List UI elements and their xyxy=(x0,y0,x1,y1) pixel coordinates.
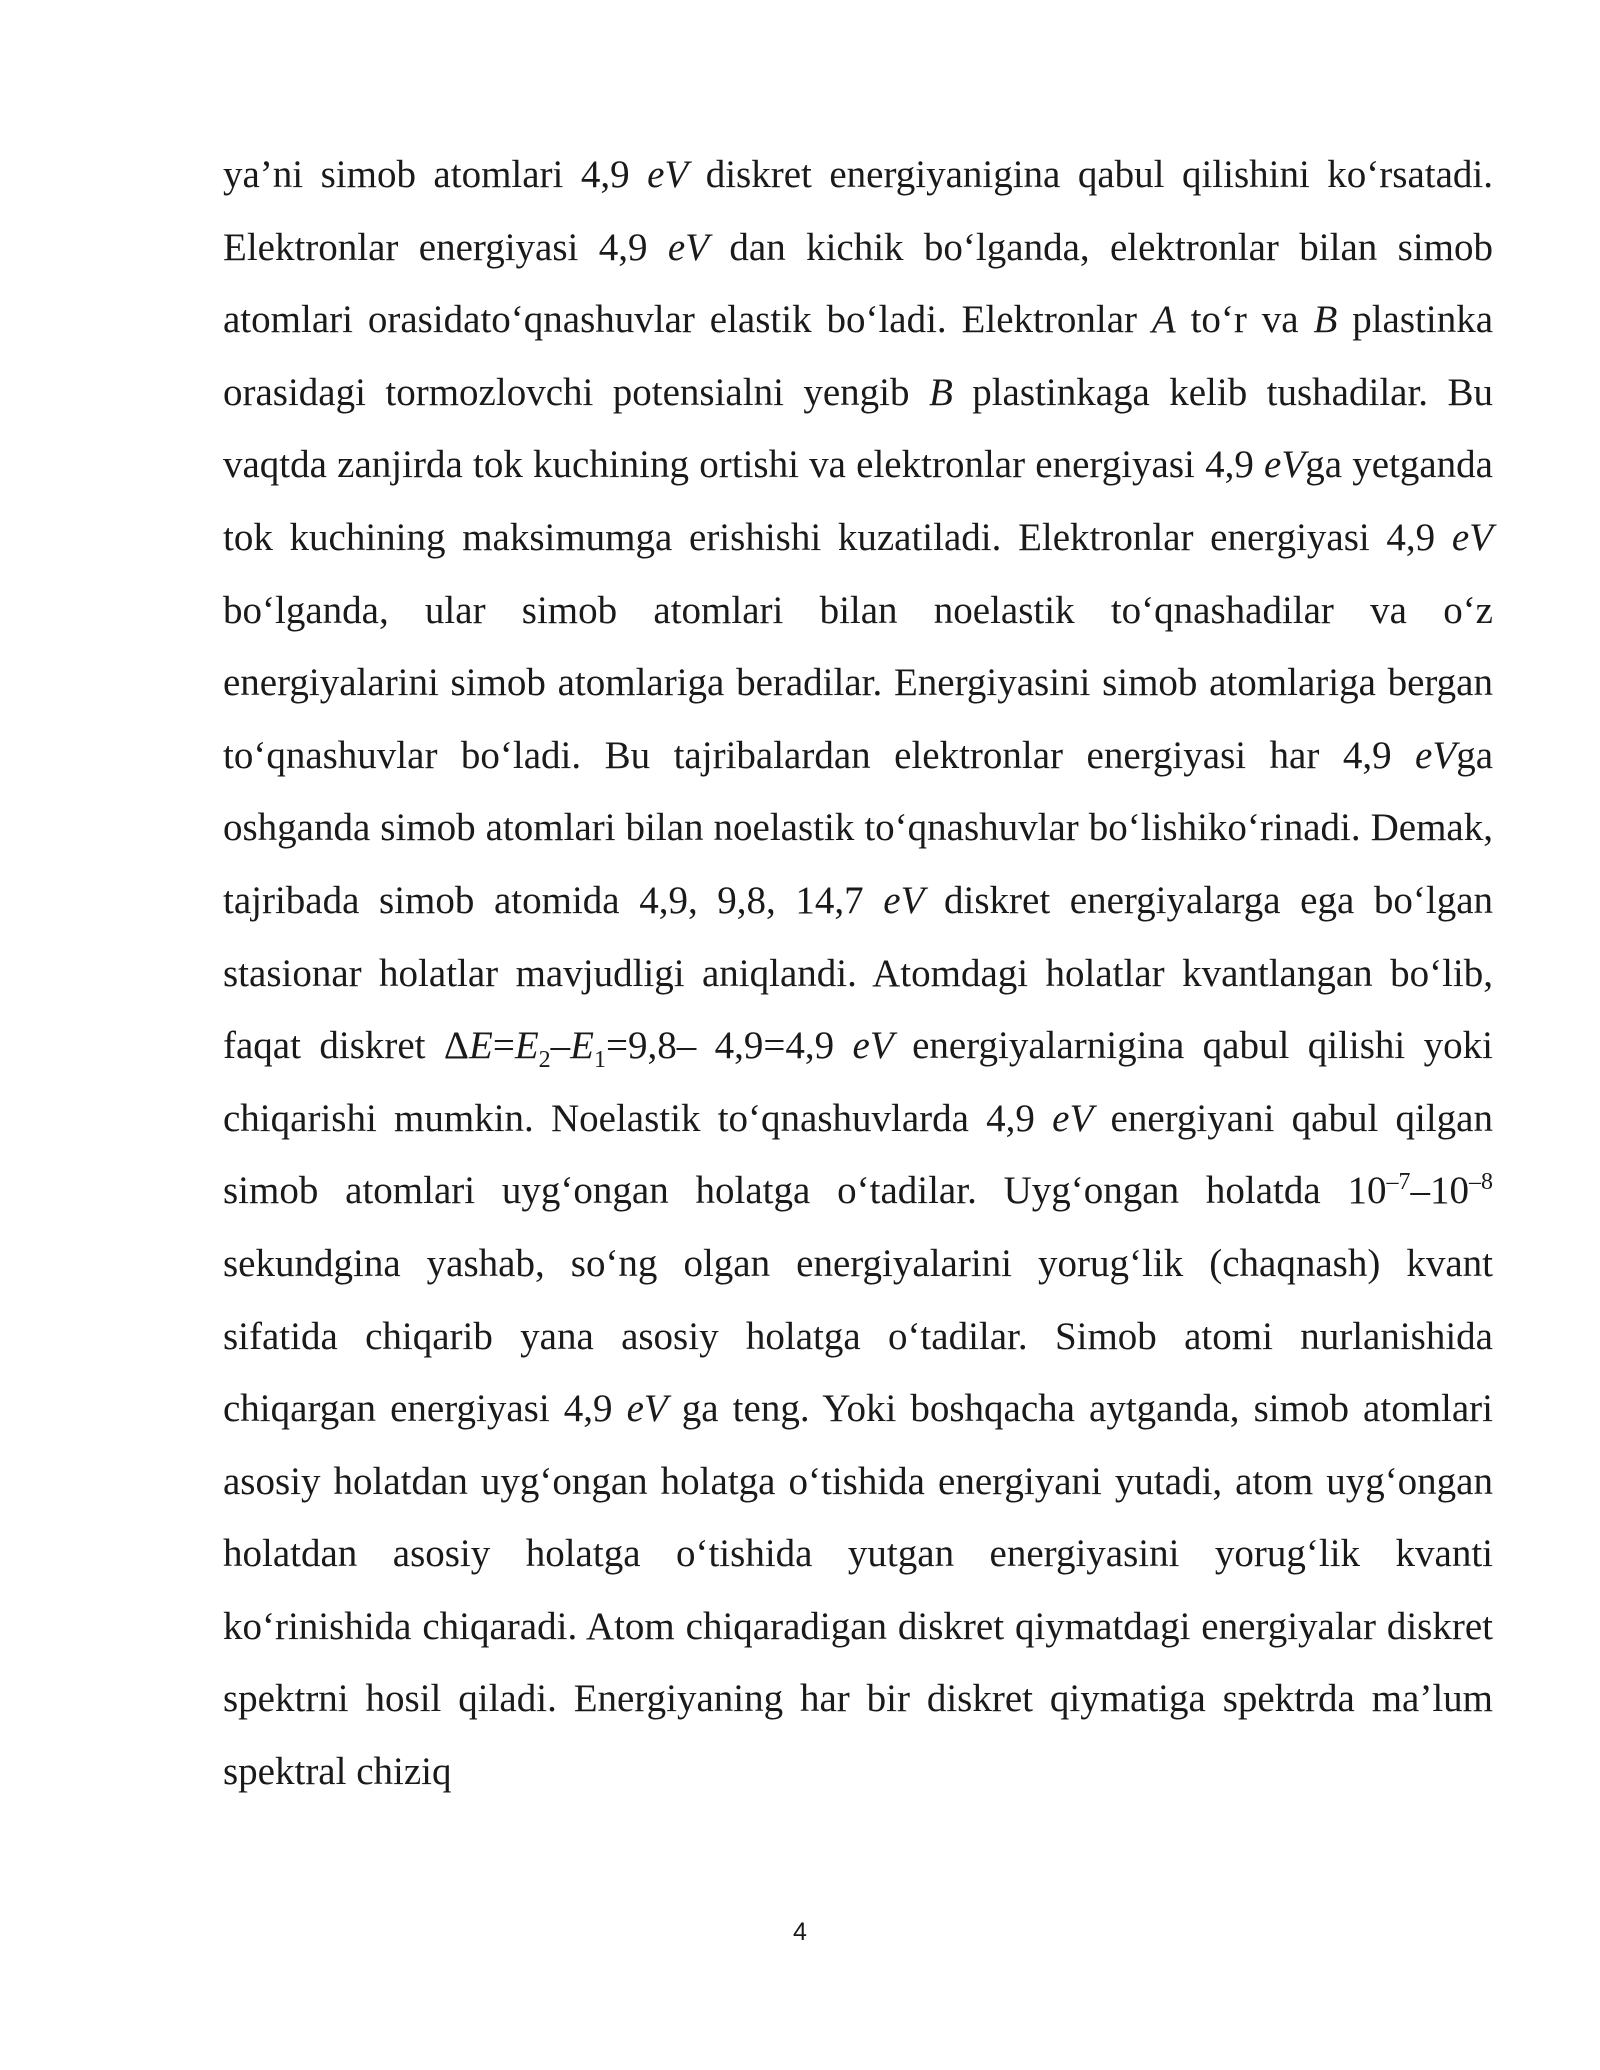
text-run: energiyalarnigina qabul qilishi yoki chiqarishi mumkin. Noelastik to‘qnashuvlarda 4,9 xyxy=(223,1024,1493,1140)
unit-ev: eV xyxy=(626,1387,668,1431)
text-run: –10 xyxy=(1410,1169,1469,1213)
variable-b: B xyxy=(928,370,953,414)
subscript: 1 xyxy=(593,1046,606,1073)
text-run: =9,8– 4,9=4,9 xyxy=(605,1024,853,1068)
unit-ev: eV xyxy=(1052,1096,1094,1140)
text-run: diskret energiyalarga ega bo‘lgan stasionar holatlar mavjudligi aniqlandi. Atomdagi holatlar kvantlangan bo‘lib, faqat diskret Δ xyxy=(223,878,1493,1068)
text-run: energiyani qabul qilgan simob atomlari uyg‘ongan holatga o‘tadilar. Uyg‘ongan holatda 10 xyxy=(223,1096,1493,1213)
text-run: to‘r va xyxy=(1175,298,1314,342)
text-run: sekundgina yashab, so‘ng olgan energiyalarini yorug‘lik (chaqnash) kvant sifatida chiqarib yana asosiy holatga o‘tadilar. Simob atomi nurlanishida chiqargan energiyasi 4,9 xyxy=(223,1241,1493,1431)
unit-ev: eV xyxy=(1264,443,1306,487)
text-run: bo‘lganda, ular simob atomlari bilan noelastik to‘qnashadilar va o‘z energiyalarini simob atomlariga beradilar. Energiyasini simob atomlariga bergan to‘qnashuvlar bo‘ladi. Bu tajribalardan elektronlar energiyasi har 4,9 xyxy=(223,588,1493,777)
variable-e: E xyxy=(514,1024,539,1068)
unit-ev: eV xyxy=(667,225,710,269)
unit-ev: eV xyxy=(647,153,689,196)
variable-e: E xyxy=(570,1024,594,1068)
unit-ev: eV xyxy=(1451,515,1493,559)
superscript: –7 xyxy=(1386,1169,1411,1196)
text-run: ga teng. Yoki boshqacha aytganda, simob atomlari asosiy holatdan uyg‘ongan holatga o‘tishida energiyani yutadi, atom uyg‘ongan holatdan asosiy holatga o‘tishida yutgan energiyasini yorug‘lik kvanti ko‘rinishida chiqaradi. Atom chiqaradigan diskret qiymatdagi energiyalar diskret spektrni hosil qiladi. Energiyaning har bir diskret qiymatiga spektrda ma’lum spektral chiziq xyxy=(223,1387,1493,1794)
text-run: ga oshganda simob atomlari bilan noelastik to‘qnashuvlar bo‘lishiko‘rinadi. Demak, tajribada simob atomida 4,9, 9,8, 14,7 xyxy=(223,733,1493,922)
text-run: ya’ni simob atomlari 4,9 xyxy=(223,153,648,196)
text-run: plastinka orasidagi tormozlovchi potensialni yengib xyxy=(223,298,1493,414)
text-run: = xyxy=(492,1024,515,1068)
variable-e: E xyxy=(469,1024,493,1068)
variable-a: A xyxy=(1151,298,1176,342)
unit-ev: eV xyxy=(852,1024,894,1068)
text-run: dan kichik bo‘lganda, elektronlar bilan simob atomlari orasidato‘qnashuvlar elastik bo‘ladi. Elektronlar xyxy=(223,225,1493,342)
unit-ev: eV xyxy=(1415,733,1457,777)
text-run: plastinkaga kelib tushadilar. Bu vaqtda zanjirda tok kuchining ortishi va elektronlar energiyasi 4,9 xyxy=(223,370,1493,487)
body-paragraph xyxy=(223,139,1493,1809)
superscript: –8 xyxy=(1469,1169,1493,1196)
variable-b: B xyxy=(1313,298,1338,342)
text-run: ga yetganda tok kuchining maksimumga erishishi kuzatiladi. Elektronlar energiyasi 4,9 xyxy=(223,443,1493,559)
subscript: 2 xyxy=(538,1046,551,1073)
text-run: diskret energiyanigina qabul qilishini ko‘rsatadi. Elektronlar energiyasi 4,9 xyxy=(223,153,1493,269)
page-number: 4 xyxy=(793,1918,807,1946)
unit-ev: eV xyxy=(883,878,925,922)
text-run: – xyxy=(550,1024,571,1068)
